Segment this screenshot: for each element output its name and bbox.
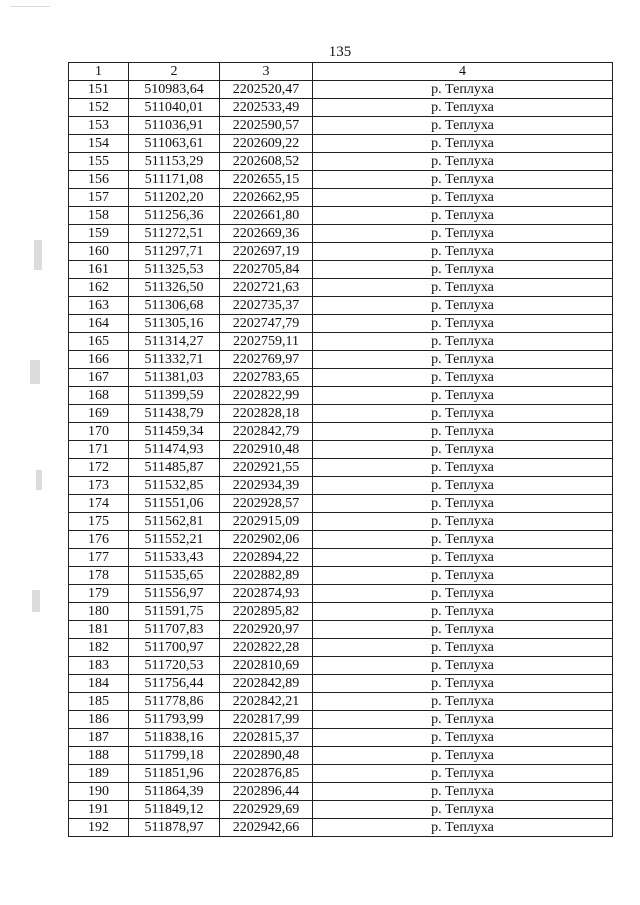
table-row xyxy=(69,333,613,351)
point-number-cell: 192 xyxy=(69,819,129,837)
table-row xyxy=(69,603,613,621)
table-row xyxy=(69,549,613,567)
point-number-cell: 159 xyxy=(69,225,129,243)
point-number-cell: 179 xyxy=(69,585,129,603)
table-row xyxy=(69,567,613,585)
y-coordinate-cell: 2202669,36 xyxy=(220,225,313,243)
point-number-cell: 171 xyxy=(69,441,129,459)
point-number-cell: 163 xyxy=(69,297,129,315)
x-coordinate-cell: 511552,21 xyxy=(129,531,220,549)
location-cell: р. Теплуха xyxy=(313,783,613,801)
x-coordinate-cell: 510983,64 xyxy=(129,81,220,99)
point-number-cell: 176 xyxy=(69,531,129,549)
y-coordinate-cell: 2202934,39 xyxy=(220,477,313,495)
point-number-cell: 152 xyxy=(69,99,129,117)
y-coordinate-cell: 2202896,44 xyxy=(220,783,313,801)
location-cell: р. Теплуха xyxy=(313,747,613,765)
x-coordinate-cell: 511756,44 xyxy=(129,675,220,693)
y-coordinate-cell: 2202902,06 xyxy=(220,531,313,549)
table-row xyxy=(69,657,613,675)
point-number-cell: 165 xyxy=(69,333,129,351)
y-coordinate-cell: 2202735,37 xyxy=(220,297,313,315)
y-coordinate-cell: 2202655,15 xyxy=(220,171,313,189)
table-row xyxy=(69,297,613,315)
y-coordinate-cell: 2202910,48 xyxy=(220,441,313,459)
y-coordinate-cell: 2202828,18 xyxy=(220,405,313,423)
x-coordinate-cell: 511707,83 xyxy=(129,621,220,639)
location-cell: р. Теплуха xyxy=(313,387,613,405)
location-cell: р. Теплуха xyxy=(313,135,613,153)
table-row xyxy=(69,243,613,261)
table-row xyxy=(69,387,613,405)
x-coordinate-cell: 511171,08 xyxy=(129,171,220,189)
table-row xyxy=(69,531,613,549)
location-cell: р. Теплуха xyxy=(313,351,613,369)
location-cell: р. Теплуха xyxy=(313,333,613,351)
point-number-cell: 182 xyxy=(69,639,129,657)
point-number-cell: 183 xyxy=(69,657,129,675)
table-row xyxy=(69,423,613,441)
table-row xyxy=(69,351,613,369)
x-coordinate-cell: 511036,91 xyxy=(129,117,220,135)
point-number-cell: 158 xyxy=(69,207,129,225)
point-number-cell: 172 xyxy=(69,459,129,477)
point-number-cell: 162 xyxy=(69,279,129,297)
point-number-cell: 161 xyxy=(69,261,129,279)
location-cell: р. Теплуха xyxy=(313,765,613,783)
y-coordinate-cell: 2202817,99 xyxy=(220,711,313,729)
table-row xyxy=(69,441,613,459)
x-coordinate-cell: 511700,97 xyxy=(129,639,220,657)
point-number-cell: 154 xyxy=(69,135,129,153)
location-cell: р. Теплуха xyxy=(313,675,613,693)
location-cell: р. Теплуха xyxy=(313,117,613,135)
location-cell: р. Теплуха xyxy=(313,729,613,747)
column-header-1: 1 xyxy=(69,63,129,81)
y-coordinate-cell: 2202876,85 xyxy=(220,765,313,783)
x-coordinate-cell: 511297,71 xyxy=(129,243,220,261)
x-coordinate-cell: 511485,87 xyxy=(129,459,220,477)
location-cell: р. Теплуха xyxy=(313,81,613,99)
x-coordinate-cell: 511314,27 xyxy=(129,333,220,351)
x-coordinate-cell: 511381,03 xyxy=(129,369,220,387)
location-cell: р. Теплуха xyxy=(313,171,613,189)
location-cell: р. Теплуха xyxy=(313,639,613,657)
location-cell: р. Теплуха xyxy=(313,477,613,495)
location-cell: р. Теплуха xyxy=(313,801,613,819)
scan-artifact-left-margin-2 xyxy=(30,360,40,384)
point-number-cell: 181 xyxy=(69,621,129,639)
table-body xyxy=(69,81,613,837)
x-coordinate-cell: 511063,61 xyxy=(129,135,220,153)
point-number-cell: 187 xyxy=(69,729,129,747)
table-row xyxy=(69,207,613,225)
y-coordinate-cell: 2202783,65 xyxy=(220,369,313,387)
y-coordinate-cell: 2202822,28 xyxy=(220,639,313,657)
y-coordinate-cell: 2202929,69 xyxy=(220,801,313,819)
point-number-cell: 166 xyxy=(69,351,129,369)
table-row xyxy=(69,711,613,729)
y-coordinate-cell: 2202920,97 xyxy=(220,621,313,639)
x-coordinate-cell: 511778,86 xyxy=(129,693,220,711)
point-number-cell: 156 xyxy=(69,171,129,189)
y-coordinate-cell: 2202705,84 xyxy=(220,261,313,279)
point-number-cell: 174 xyxy=(69,495,129,513)
point-number-cell: 188 xyxy=(69,747,129,765)
table-row xyxy=(69,477,613,495)
y-coordinate-cell: 2202942,66 xyxy=(220,819,313,837)
x-coordinate-cell: 511305,16 xyxy=(129,315,220,333)
x-coordinate-cell: 511535,65 xyxy=(129,567,220,585)
location-cell: р. Теплуха xyxy=(313,99,613,117)
point-number-cell: 157 xyxy=(69,189,129,207)
table-row xyxy=(69,765,613,783)
point-number-cell: 160 xyxy=(69,243,129,261)
point-number-cell: 167 xyxy=(69,369,129,387)
location-cell: р. Теплуха xyxy=(313,261,613,279)
location-cell: р. Теплуха xyxy=(313,495,613,513)
location-cell: р. Теплуха xyxy=(313,603,613,621)
point-number-cell: 177 xyxy=(69,549,129,567)
x-coordinate-cell: 511551,06 xyxy=(129,495,220,513)
location-cell: р. Теплуха xyxy=(313,441,613,459)
x-coordinate-cell: 511399,59 xyxy=(129,387,220,405)
x-coordinate-cell: 511332,71 xyxy=(129,351,220,369)
point-number-cell: 175 xyxy=(69,513,129,531)
x-coordinate-cell: 511720,53 xyxy=(129,657,220,675)
table-row xyxy=(69,675,613,693)
y-coordinate-cell: 2202609,22 xyxy=(220,135,313,153)
y-coordinate-cell: 2202769,97 xyxy=(220,351,313,369)
table-row xyxy=(69,153,613,171)
point-number-cell: 153 xyxy=(69,117,129,135)
table-row xyxy=(69,513,613,531)
column-header-4: 4 xyxy=(313,63,613,81)
table-row xyxy=(69,585,613,603)
point-number-cell: 168 xyxy=(69,387,129,405)
table-row xyxy=(69,81,613,99)
location-cell: р. Теплуха xyxy=(313,315,613,333)
point-number-cell: 184 xyxy=(69,675,129,693)
table-row xyxy=(69,495,613,513)
location-cell: р. Теплуха xyxy=(313,279,613,297)
point-number-cell: 170 xyxy=(69,423,129,441)
y-coordinate-cell: 2202842,21 xyxy=(220,693,313,711)
y-coordinate-cell: 2202915,09 xyxy=(220,513,313,531)
y-coordinate-cell: 2202842,79 xyxy=(220,423,313,441)
y-coordinate-cell: 2202815,37 xyxy=(220,729,313,747)
x-coordinate-cell: 511202,20 xyxy=(129,189,220,207)
coordinates-table xyxy=(68,62,613,837)
y-coordinate-cell: 2202890,48 xyxy=(220,747,313,765)
location-cell: р. Теплуха xyxy=(313,549,613,567)
table-row xyxy=(69,279,613,297)
x-coordinate-cell: 511793,99 xyxy=(129,711,220,729)
table-row xyxy=(69,819,613,837)
x-coordinate-cell: 511306,68 xyxy=(129,297,220,315)
table-row xyxy=(69,801,613,819)
table-row xyxy=(69,225,613,243)
y-coordinate-cell: 2202697,19 xyxy=(220,243,313,261)
location-cell: р. Теплуха xyxy=(313,657,613,675)
table-row xyxy=(69,639,613,657)
point-number-cell: 189 xyxy=(69,765,129,783)
x-coordinate-cell: 511438,79 xyxy=(129,405,220,423)
table-row xyxy=(69,693,613,711)
x-coordinate-cell: 511556,97 xyxy=(129,585,220,603)
point-number-cell: 151 xyxy=(69,81,129,99)
table-row xyxy=(69,621,613,639)
scan-artifact-left-margin-3 xyxy=(36,470,42,490)
column-header-2: 2 xyxy=(129,63,220,81)
table-row xyxy=(69,405,613,423)
y-coordinate-cell: 2202533,49 xyxy=(220,99,313,117)
y-coordinate-cell: 2202662,95 xyxy=(220,189,313,207)
x-coordinate-cell: 511849,12 xyxy=(129,801,220,819)
x-coordinate-cell: 511256,36 xyxy=(129,207,220,225)
table-row xyxy=(69,117,613,135)
x-coordinate-cell: 511838,16 xyxy=(129,729,220,747)
table-row xyxy=(69,459,613,477)
point-number-cell: 173 xyxy=(69,477,129,495)
location-cell: р. Теплуха xyxy=(313,819,613,837)
y-coordinate-cell: 2202608,52 xyxy=(220,153,313,171)
location-cell: р. Теплуха xyxy=(313,189,613,207)
location-cell: р. Теплуха xyxy=(313,225,613,243)
x-coordinate-cell: 511326,50 xyxy=(129,279,220,297)
scan-artifact-left-margin xyxy=(34,240,42,270)
point-number-cell: 190 xyxy=(69,783,129,801)
x-coordinate-cell: 511474,93 xyxy=(129,441,220,459)
location-cell: р. Теплуха xyxy=(313,585,613,603)
x-coordinate-cell: 511459,34 xyxy=(129,423,220,441)
point-number-cell: 185 xyxy=(69,693,129,711)
column-header-3: 3 xyxy=(220,63,313,81)
x-coordinate-cell: 511878,97 xyxy=(129,819,220,837)
location-cell: р. Теплуха xyxy=(313,621,613,639)
point-number-cell: 180 xyxy=(69,603,129,621)
location-cell: р. Теплуха xyxy=(313,423,613,441)
x-coordinate-cell: 511562,81 xyxy=(129,513,220,531)
x-coordinate-cell: 511325,53 xyxy=(129,261,220,279)
location-cell: р. Теплуха xyxy=(313,711,613,729)
scan-artifact-top-left xyxy=(10,6,50,7)
location-cell: р. Теплуха xyxy=(313,207,613,225)
x-coordinate-cell: 511272,51 xyxy=(129,225,220,243)
point-number-cell: 169 xyxy=(69,405,129,423)
point-number-cell: 178 xyxy=(69,567,129,585)
y-coordinate-cell: 2202590,57 xyxy=(220,117,313,135)
y-coordinate-cell: 2202894,22 xyxy=(220,549,313,567)
point-number-cell: 191 xyxy=(69,801,129,819)
table-header-row xyxy=(69,63,613,81)
scan-artifact-left-margin-4 xyxy=(32,590,40,612)
point-number-cell: 164 xyxy=(69,315,129,333)
y-coordinate-cell: 2202842,89 xyxy=(220,675,313,693)
table-row xyxy=(69,369,613,387)
location-cell: р. Теплуха xyxy=(313,459,613,477)
table-row xyxy=(69,171,613,189)
location-cell: р. Теплуха xyxy=(313,567,613,585)
x-coordinate-cell: 511533,43 xyxy=(129,549,220,567)
x-coordinate-cell: 511532,85 xyxy=(129,477,220,495)
location-cell: р. Теплуха xyxy=(313,693,613,711)
table-row xyxy=(69,315,613,333)
x-coordinate-cell: 511591,75 xyxy=(129,603,220,621)
table-row xyxy=(69,729,613,747)
y-coordinate-cell: 2202810,69 xyxy=(220,657,313,675)
point-number-cell: 186 xyxy=(69,711,129,729)
page-number: 135 xyxy=(328,44,352,60)
y-coordinate-cell: 2202822,99 xyxy=(220,387,313,405)
y-coordinate-cell: 2202921,55 xyxy=(220,459,313,477)
x-coordinate-cell: 511799,18 xyxy=(129,747,220,765)
y-coordinate-cell: 2202928,57 xyxy=(220,495,313,513)
y-coordinate-cell: 2202882,89 xyxy=(220,567,313,585)
table-row xyxy=(69,783,613,801)
y-coordinate-cell: 2202759,11 xyxy=(220,333,313,351)
y-coordinate-cell: 2202747,79 xyxy=(220,315,313,333)
location-cell: р. Теплуха xyxy=(313,297,613,315)
location-cell: р. Теплуха xyxy=(313,153,613,171)
location-cell: р. Теплуха xyxy=(313,513,613,531)
x-coordinate-cell: 511040,01 xyxy=(129,99,220,117)
point-number-cell: 155 xyxy=(69,153,129,171)
y-coordinate-cell: 2202874,93 xyxy=(220,585,313,603)
location-cell: р. Теплуха xyxy=(313,369,613,387)
x-coordinate-cell: 511864,39 xyxy=(129,783,220,801)
y-coordinate-cell: 2202721,63 xyxy=(220,279,313,297)
table-row xyxy=(69,189,613,207)
table-row xyxy=(69,261,613,279)
x-coordinate-cell: 511851,96 xyxy=(129,765,220,783)
table-row xyxy=(69,747,613,765)
table-row xyxy=(69,135,613,153)
location-cell: р. Теплуха xyxy=(313,243,613,261)
table-row xyxy=(69,99,613,117)
x-coordinate-cell: 511153,29 xyxy=(129,153,220,171)
y-coordinate-cell: 2202895,82 xyxy=(220,603,313,621)
location-cell: р. Теплуха xyxy=(313,405,613,423)
y-coordinate-cell: 2202520,47 xyxy=(220,81,313,99)
location-cell: р. Теплуха xyxy=(313,531,613,549)
y-coordinate-cell: 2202661,80 xyxy=(220,207,313,225)
